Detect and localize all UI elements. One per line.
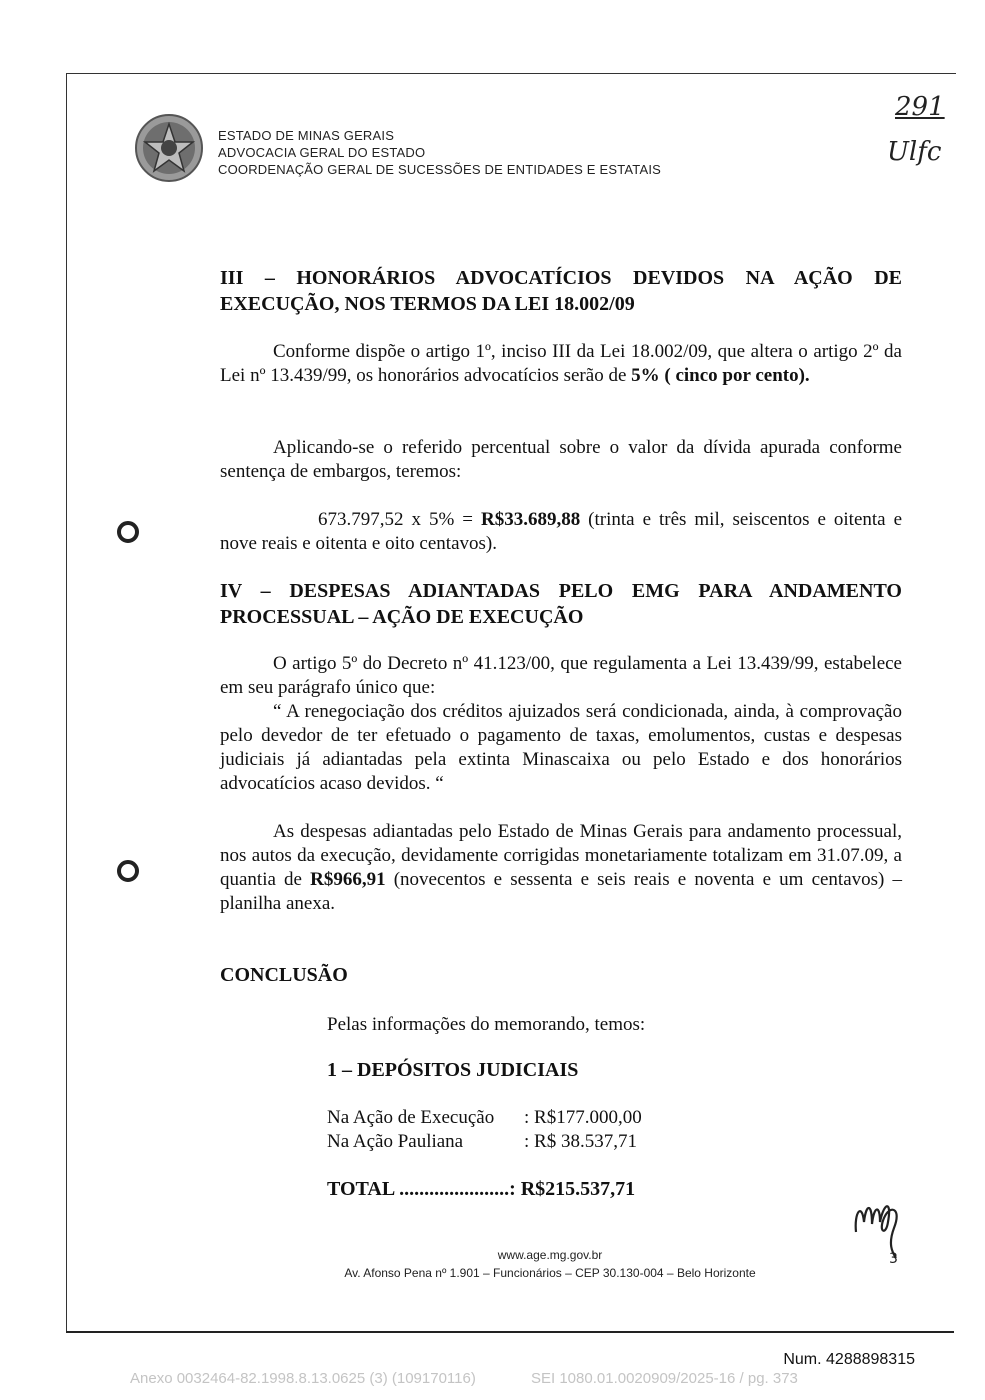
punch-hole-lower <box>117 860 139 882</box>
calc-words: (trinta e três mil, seiscentos e oitenta e nove reais e oitenta e oito centavos). <box>220 509 903 554</box>
coat-of-arms-seal <box>133 112 205 184</box>
footer-website: www.age.mg.gov.br <box>497 1248 603 1262</box>
handwritten-initials: Ulfc <box>887 137 942 167</box>
section-iv-p2-text: As despesas adiantadas pelo Estado de Minas Gerais para andamento processual, nos autos da execução, devidamente corrigidas monetariamente totalizam em 31.07.09, a quantia de <box>220 821 902 890</box>
header-block <box>218 127 661 178</box>
deposit-row-pauliana <box>327 1130 747 1154</box>
deposit-label-execucao: Na Ação de Execução <box>327 1107 495 1128</box>
deposit-row-execucao <box>327 1106 747 1130</box>
footer-address: Av. Afonso Pena nº 1.901 – Funcionários – CEP 30.130-004 – Belo Horizonte <box>344 1266 756 1280</box>
annex-reference-stamp: Anexo 0032464-82.1998.8.13.0625 (3) (109170116) <box>130 1370 476 1387</box>
section-iii-p1-text: Conforme dispõe o artigo 1º, inciso III da Lei 18.002/09, que altera o artigo 2º da Lei nº 13.439/99, os honorários advocatícios serão de <box>220 341 902 386</box>
section-iii-title-line2: EXECUÇÃO, NOS TERMOS DA LEI 18.002/09 <box>220 293 635 315</box>
section-iv-title-line2: PROCESSUAL – AÇÃO DE EXECUÇÃO <box>220 606 584 628</box>
header-state: ESTADO DE MINAS GERAIS <box>218 128 395 143</box>
deposit-total-label: TOTAL ...................... <box>327 1178 510 1200</box>
document-number-stamp: Num. 4288898315 <box>783 1351 915 1368</box>
conclusion-intro: Pelas informações do memorando, temos: <box>327 1014 646 1035</box>
section-iv-p2-rest: (novecentos e sessenta e seis reais e noventa e um centavos) – planilha anexa. <box>220 869 902 914</box>
section-iv-paragraph-1: O artigo 5º do Decreto nº 41.123/00, que regulamenta a Lei 13.439/99, estabelece em seu parágrafo único que: <box>220 653 902 698</box>
conclusion-title: CONCLUSÃO <box>220 964 348 986</box>
deposit-value-pauliana: : R$ 38.537,71 <box>524 1131 637 1152</box>
deposit-value-execucao: : R$177.000,00 <box>524 1107 642 1128</box>
section-iii-title-line1: III – HONORÁRIOS ADVOCATÍCIOS DEVIDOS NA AÇÃO DE <box>220 267 902 289</box>
section-iv-p2-amount: R$966,91 <box>310 869 386 890</box>
handwritten-signature <box>848 1192 908 1272</box>
calc-formula: 673.797,52 x 5% = <box>318 509 481 530</box>
section-iii-p1-rate: 5% ( cinco por cento). <box>631 365 810 386</box>
punch-hole-upper <box>117 521 139 543</box>
section-iii-paragraph-2: Aplicando-se o referido percentual sobre o valor da dívida apurada conforme sentença de embargos, teremos: <box>220 437 902 482</box>
conclusion-subtitle: 1 – DEPÓSITOS JUDICIAIS <box>327 1059 579 1081</box>
section-iii-paragraph-1 <box>220 340 902 388</box>
header-agency: ADVOCACIA GERAL DO ESTADO <box>218 145 426 160</box>
header-department: COORDENAÇÃO GERAL DE SUCESSÕES DE ENTIDADES E ESTATAIS <box>218 162 662 177</box>
handwritten-page-number: 291 <box>895 92 945 122</box>
sei-page-stamp: SEI 1080.01.0020909/2025-16 / pg. 373 <box>531 1370 798 1387</box>
deposit-label-pauliana: Na Ação Pauliana <box>327 1131 464 1152</box>
page-border-top <box>66 73 956 74</box>
section-iii-calculation <box>220 508 902 556</box>
section-iv-title-line1: IV – DESPESAS ADIANTADAS PELO EMG PARA ANDAMENTO <box>220 580 902 602</box>
page-border-left <box>66 73 67 1331</box>
deposit-total-value: : R$215.537,71 <box>509 1178 636 1200</box>
section-iv-paragraph-2 <box>220 820 902 916</box>
section-iv-quote: “ A renegociação dos créditos ajuizados será condicionada, ainda, à comprovação pelo devedor de ter efetuado o pagamento de taxas, emolumentos, custas e despesas judiciais já adiantadas pela extinta Minascaixa ou pelo Estado e dos honorários advocatícios acaso devidos. “ <box>220 701 902 794</box>
page-border-bottom <box>66 1331 954 1333</box>
signature-mark: 3 <box>889 1251 898 1267</box>
deposit-total-row <box>327 1176 635 1202</box>
calc-result: R$33.689,88 <box>480 509 581 530</box>
